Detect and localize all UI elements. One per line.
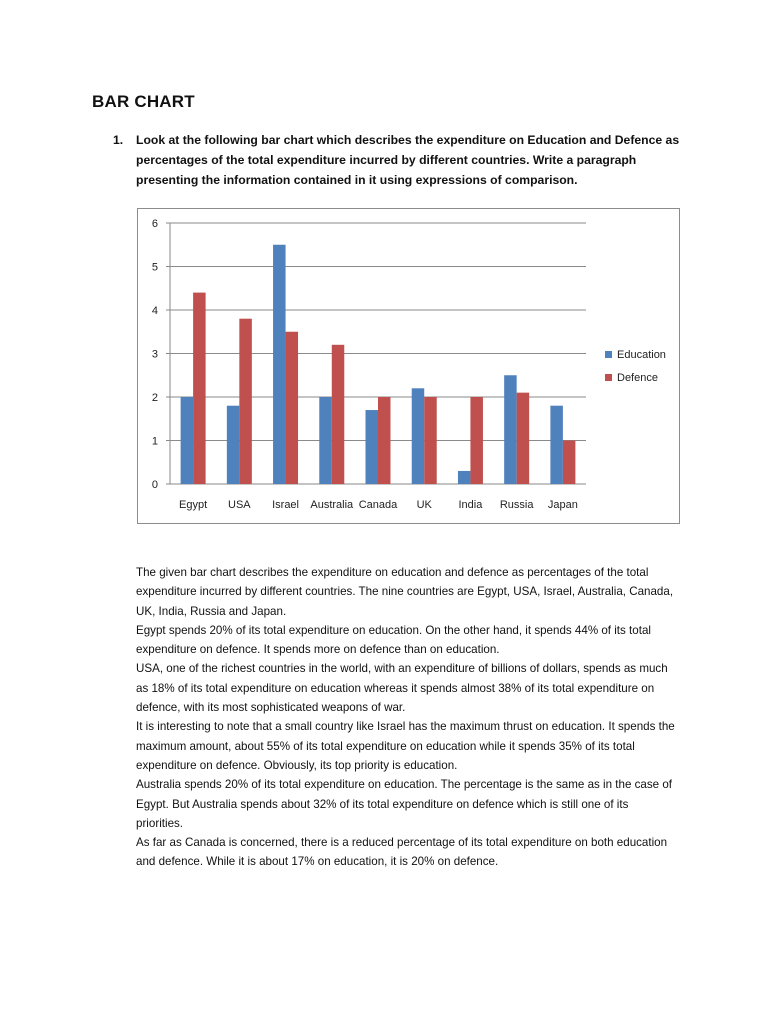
x-tick-label: Canada [358,499,398,511]
y-tick-label: 2 [151,392,158,404]
bar-defence [286,332,299,484]
legend-swatch [605,374,612,381]
bar-education [273,245,286,484]
x-tick-label: Israel [272,499,300,511]
paragraph: Egypt spends 20% of its total expenditure on education. On the other hand, it spends 44% of its total expenditure on defence. It spends more on defence than on education. [136,623,651,657]
y-tick-label: 3 [151,348,158,361]
x-tick-label: UK [416,499,432,511]
bar-defence [239,319,252,484]
paragraph: Australia spends 20% of its total expenditure on education. The percentage is the same as in the case of Egypt. But Australia spends about 32% of its total expenditure on defence which is still one of its priorities. [136,778,673,830]
paragraph: The given bar chart describes the expenditure on education and defence as percentages of the total expenditure incurred by different countries. The nine countries are Egypt, USA, Israel, Australia, Canada, UK, India, Russia and Japan. [136,566,674,618]
legend-swatch [605,351,612,358]
legend-label: Defence [617,372,658,384]
question [113,130,683,190]
x-tick-label: USA [228,499,251,511]
bar-chart [137,208,680,524]
y-tick-label: 1 [151,435,158,448]
bar-defence [517,393,530,484]
y-tick-label: 4 [151,305,158,317]
paragraph: It is interesting to note that a small country like Israel has the maximum thrust on education. It spends the maximum amount, about 55% of its total expenditure on education while it spends 35% of its total expenditure on defence. Obviously, its top priority is education. [136,720,675,772]
x-tick-label: Japan [547,499,578,511]
x-tick-label: Russia [499,499,534,511]
bar-defence [332,345,345,484]
bar-defence [563,441,576,485]
bar-education [319,397,332,484]
bar-education [181,397,194,484]
bar-chart-svg [138,209,681,525]
page-title: BAR CHART [92,92,195,111]
question-text: Look at the following bar chart which describes the expenditure on Education and Defence as percentages of the total expenditure incurred by different countries. Write a paragraph presenting the information contained in it using expressions of comparison. [136,133,680,187]
paragraph: USA, one of the richest countries in the world, with an expenditure of billions of dollars, spends as much as 18% of its total expenditure on education whereas it spends almost 38% of its total expenditure on defence, with its most sophisticated weapons of war. [136,662,668,715]
question-number: 1. [113,133,124,147]
bar-defence [378,397,391,484]
bar-education [504,375,516,484]
bar-education [366,410,379,484]
y-tick-label: 6 [151,218,158,230]
bar-defence [193,293,206,484]
y-tick-label: 0 [151,479,158,491]
answer-text [136,563,676,872]
bar-education [458,471,471,484]
bar-education [550,406,563,484]
legend-label: Education [617,349,666,361]
bar-education [412,388,425,484]
paragraph: As far as Canada is concerned, there is a reduced percentage of its total expenditure on both education and defence. While it is about 17% on education, it is 20% on defence. [136,836,668,869]
x-tick-label: India [458,499,483,511]
bar-education [227,406,240,484]
y-tick-label: 5 [151,261,158,274]
bar-defence [470,397,483,484]
x-tick-label: Australia [310,499,354,511]
bar-defence [424,397,437,484]
x-tick-label: Egypt [179,499,208,511]
